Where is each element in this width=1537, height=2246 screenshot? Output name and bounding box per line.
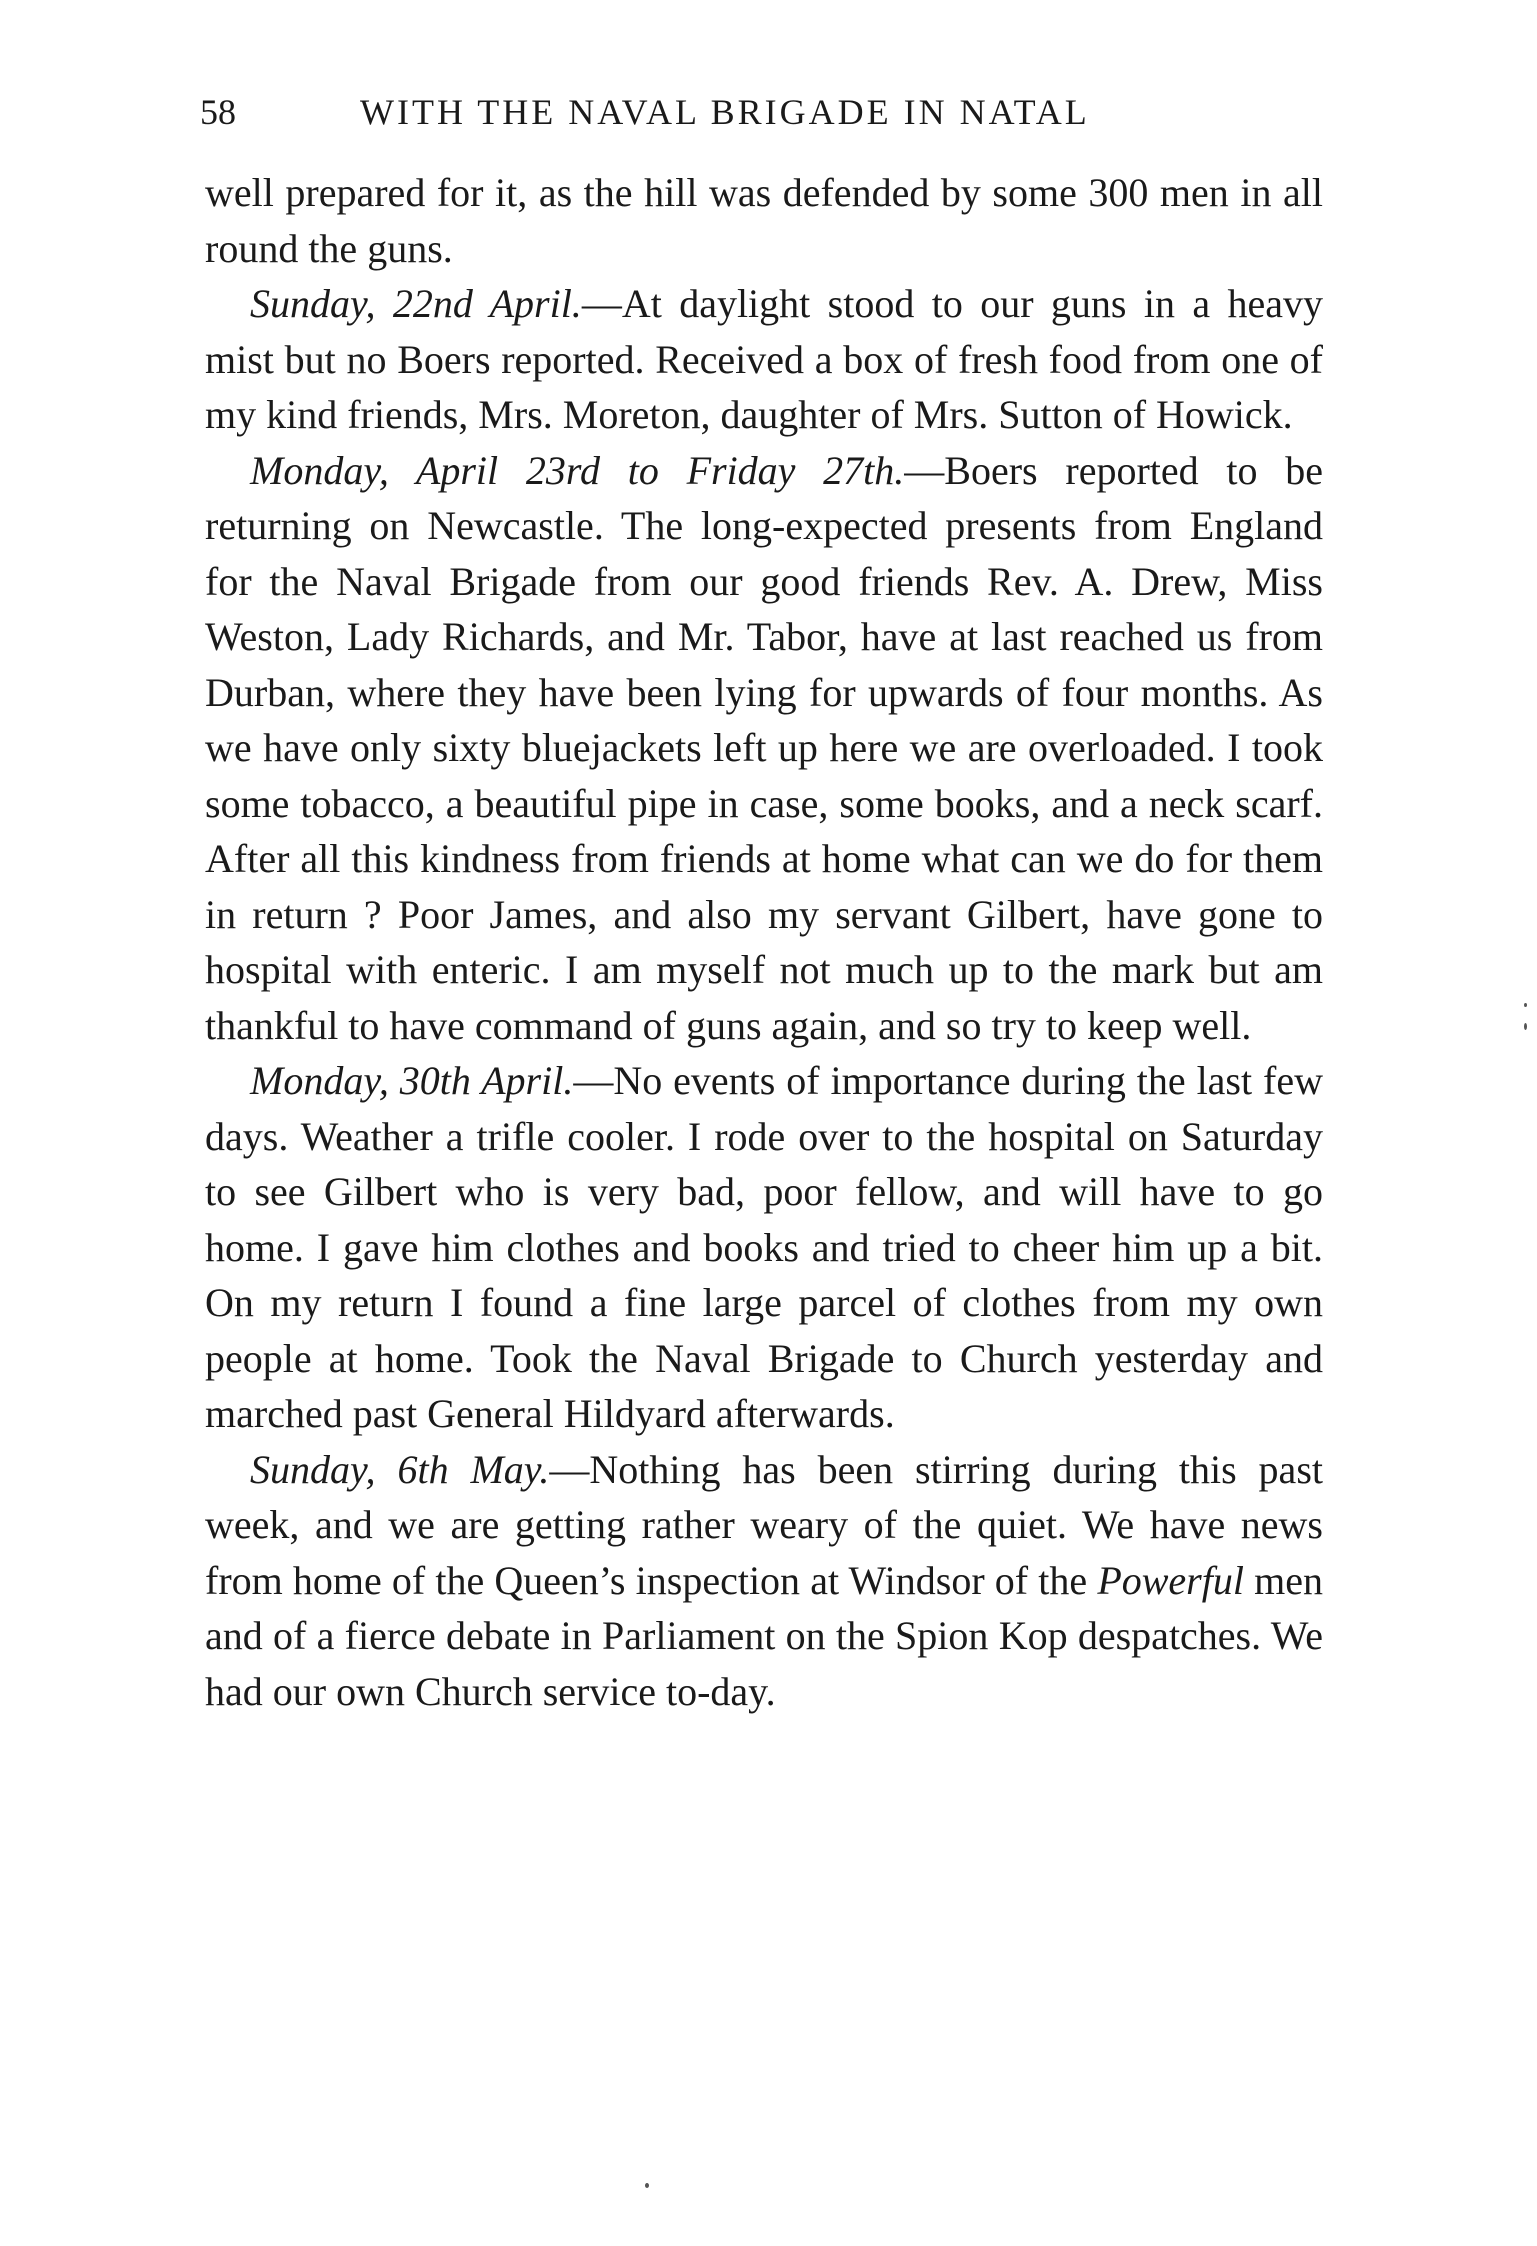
entry-text-continued: men and of a fierce debate in Parliament on the Spion Kop despatches. We had our own Church service to-day.: [205, 1557, 1324, 1714]
page-number: 58: [200, 92, 236, 132]
diary-entry-sunday-6th-may: [205, 1442, 1323, 1720]
entry-text: —Boers reported to be returning on Newcastle. The long-expected presents from England for the Naval Brigade from our good friends Rev. A. Drew, Miss Weston, Lady Richards, and Mr. Tabor, have at last reached us from Durban, where they have been lying for upwards of four months. As we have only sixty bluejackets left up here we are overloaded. I took some tobacco, a beautiful pipe in case, some books, and a neck scarf. After all this kindness from friends at home what can we do for them in return ? Poor James, and also my servant Gilbert, have gone to hospital with enteric. I am myself not much up to the mark but am thankful to have command of guns again, and so try to keep well.: [205, 447, 1323, 1048]
ship-name: Powerful: [1097, 1557, 1244, 1603]
diary-entry-monday-april-23rd: [205, 443, 1323, 1054]
body-text: [205, 165, 1323, 1719]
entry-text: —At daylight stood to our guns in a heavy mist but no Boers reported. Received a box of fresh food from one of my kind friends, Mrs. Moreton, daughter of Mrs. Sutton of Howick.: [205, 281, 1323, 437]
entry-date: Sunday, 6th May.: [250, 1446, 550, 1492]
paper-speck: [645, 2183, 649, 2188]
entry-text: —No events of importance during the last few days. Weather a trifle cooler. I rode over to the hospital on Saturday to see Gilbert who is very bad, poor fellow, and will have to go home. I gave him clothes and books and tried to cheer him up a bit. On my return I found a fine large parcel of clothes from my own people at home. Took the Naval Brigade to Church yesterday and marched past General Hildyard afterwards.: [205, 1058, 1324, 1436]
entry-date: Monday, April 23rd to Friday 27th.: [250, 447, 905, 493]
running-head: [200, 82, 1330, 142]
paper-speck: [1524, 1003, 1527, 1007]
continuation-paragraph: well prepared for it, as the hill was defended by some 300 men in all round the guns.: [205, 170, 1323, 271]
paper-speck: [1524, 1023, 1527, 1030]
diary-entry-sunday-22nd-april: [205, 276, 1323, 443]
diary-entry-monday-30th-april: [205, 1053, 1323, 1442]
entry-date: Monday, 30th April.: [250, 1058, 574, 1103]
entry-text: —Nothing has been stirring during this past week, and we are getting rather weary of the quiet. We have news from home of the Queen’s inspection at Windsor of the: [205, 1446, 1323, 1603]
running-title: WITH THE NAVAL BRIGADE IN NATAL: [360, 92, 1090, 132]
entry-date: Sunday, 22nd April.: [250, 281, 582, 326]
